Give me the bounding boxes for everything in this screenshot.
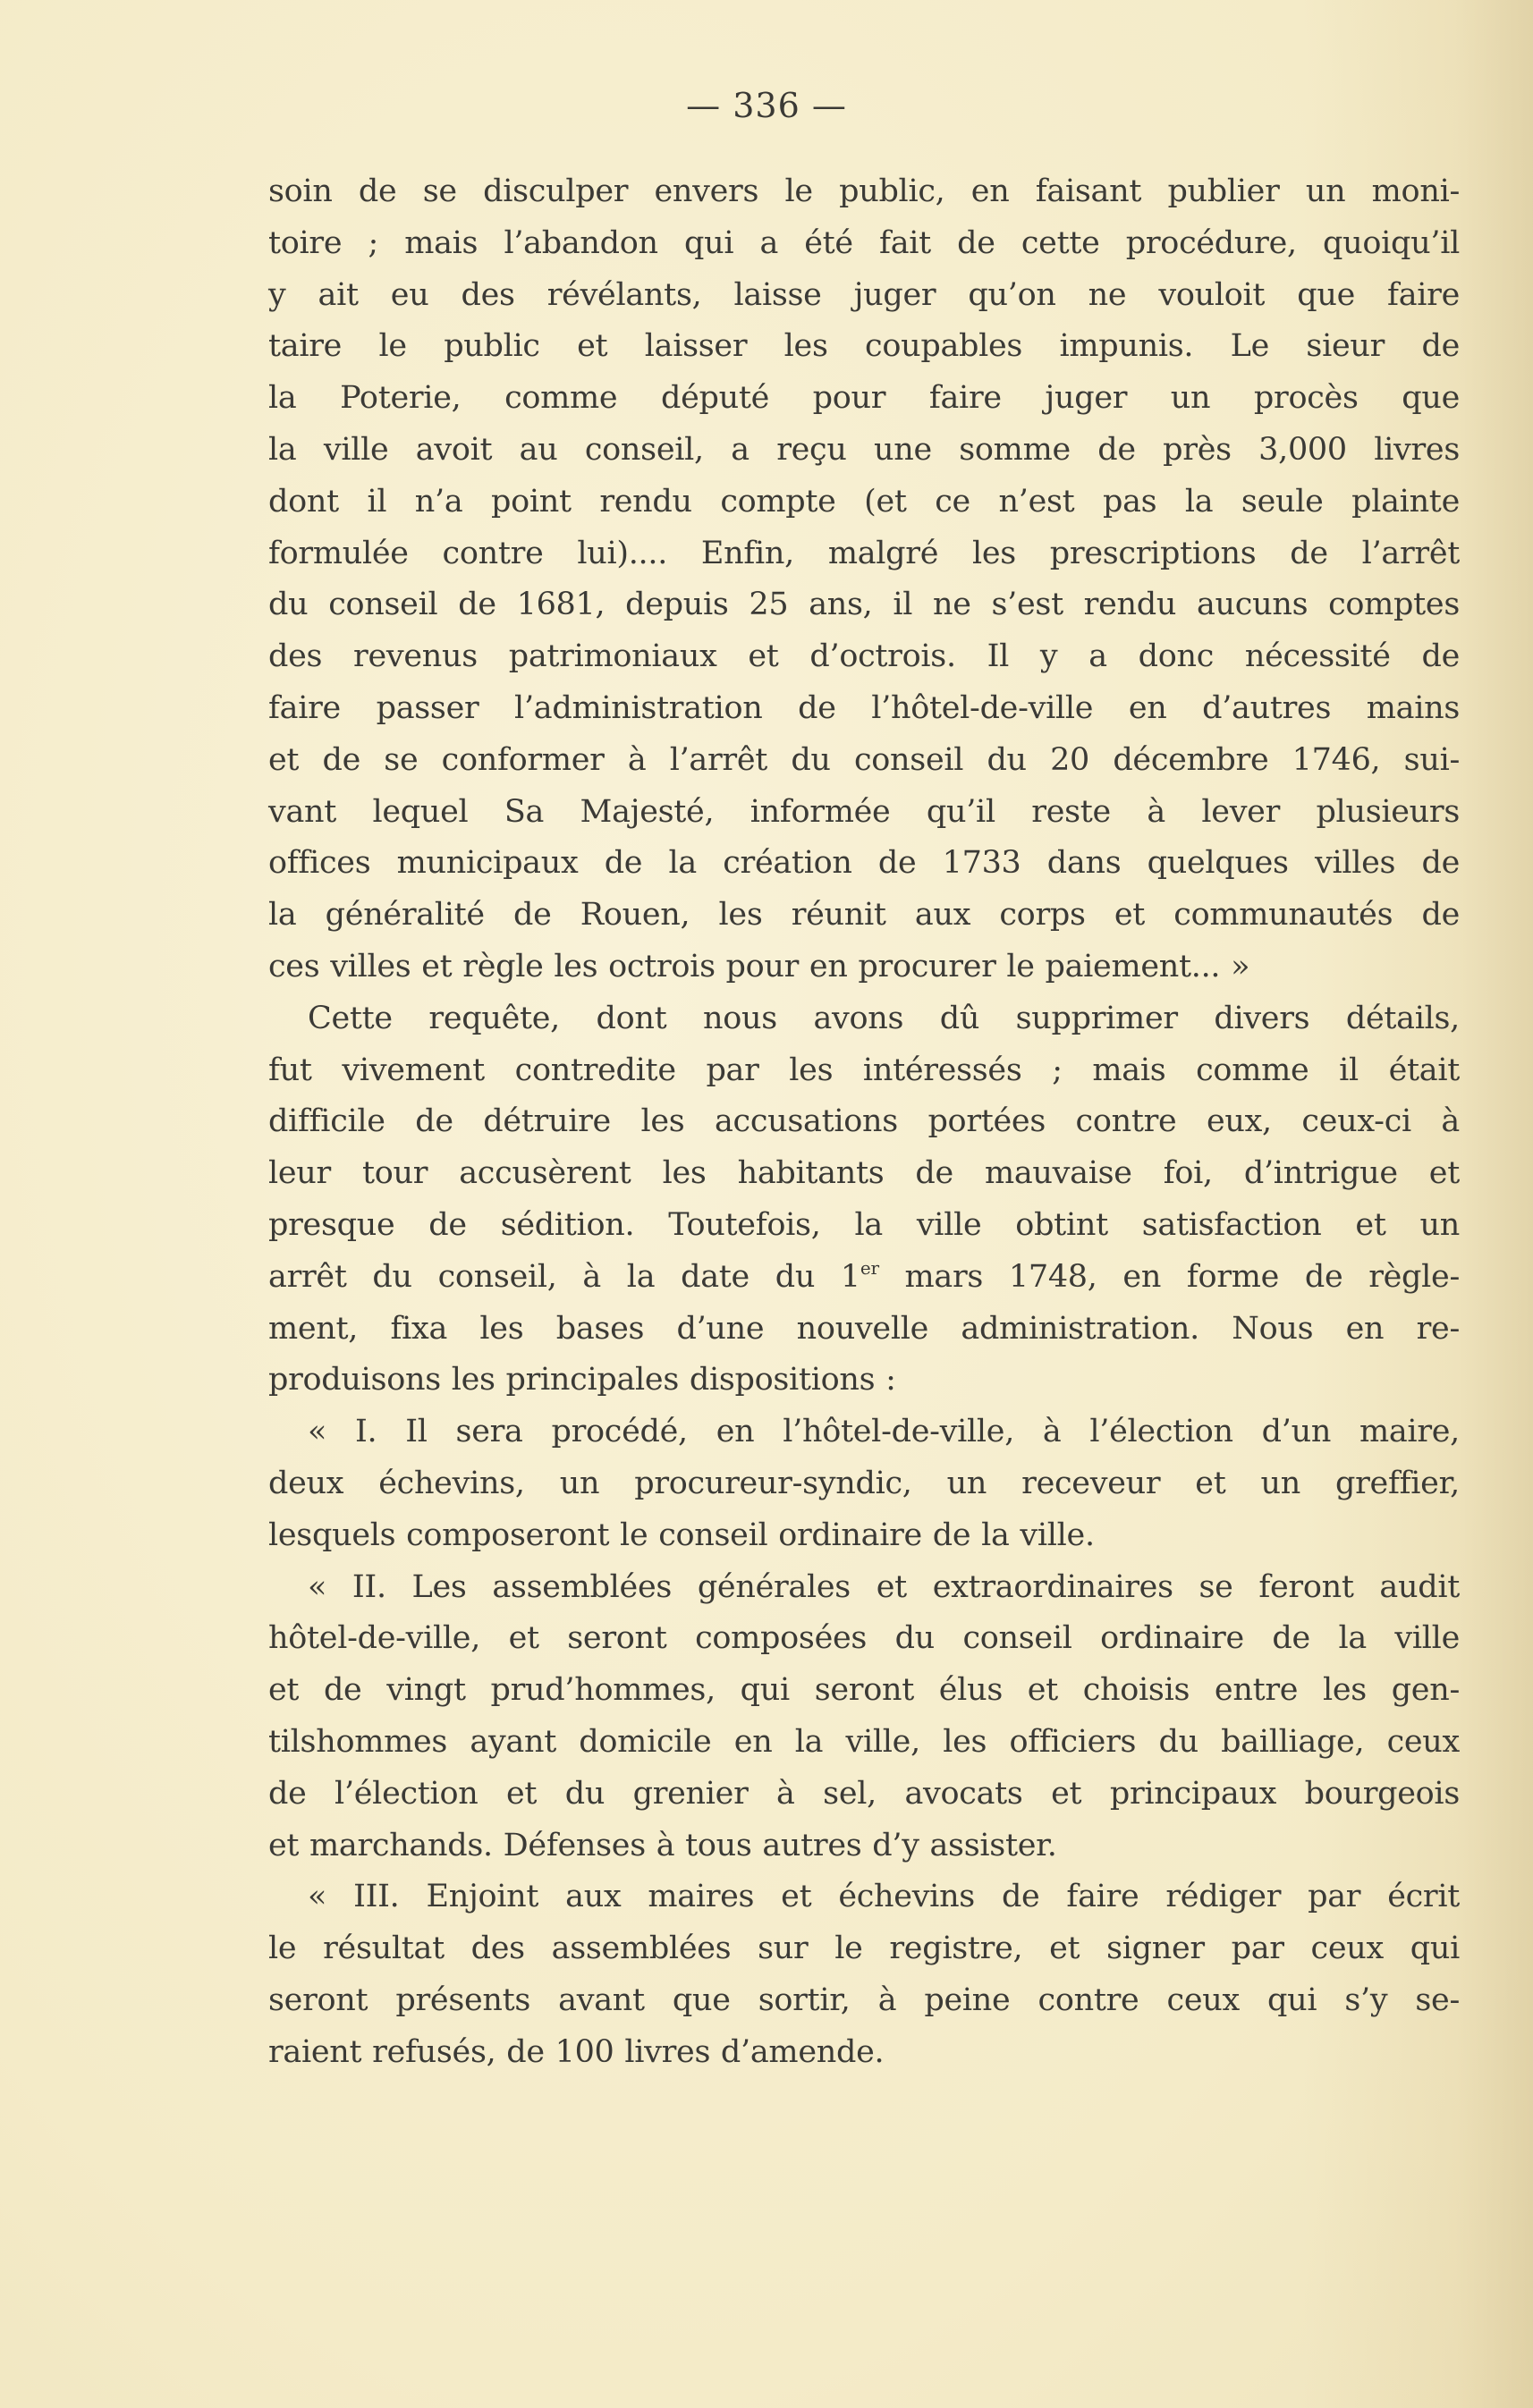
text-line: y ait eu des révélants, laisse juger qu’on ne vouloit que faire <box>268 276 1460 313</box>
text-line-with-superscript <box>268 1252 1460 1304</box>
text-line: du conseil de 1681, depuis 25 ans, il ne s’est rendu aucuns comptes <box>268 587 1460 623</box>
paragraph-end-line: lesquels composeront le conseil ordinaire de la ville. <box>268 1517 1095 1553</box>
text-fragment: arrêt du conseil, à la date du 1 <box>268 1258 860 1295</box>
body-text <box>268 166 1460 2078</box>
text-line: fut vivement contredite par les intéressés ; mais comme il était <box>268 1052 1460 1088</box>
paragraph-start-line: Cette requête, dont nous avons dû supprimer divers détails, <box>308 1000 1460 1036</box>
text-line: et de vingt prud’hommes, qui seront élus et choisis entre les gen- <box>268 1672 1460 1709</box>
text-line: ment, fixa les bases d’une nouvelle administration. Nous en re- <box>268 1310 1460 1347</box>
text-line: hôtel-de-ville, et seront composées du conseil ordinaire de la ville <box>268 1620 1460 1657</box>
text-line: le résultat des assemblées sur le registre, et signer par ceux qui <box>268 1931 1460 1967</box>
text-line: leur tour accusèrent les habitants de mauvaise foi, d’intrigue et <box>268 1155 1460 1192</box>
paragraph-end-line: produisons les principales dispositions : <box>268 1362 896 1398</box>
paragraph-end-line: ces villes et règle les octrois pour en procurer le paiement... » <box>268 948 1250 984</box>
text-line: dont il n’a point rendu compte (et ce n’est pas la seule plainte <box>268 483 1460 520</box>
text-line: la ville avoit au conseil, a reçu une somme de près 3,000 livres <box>268 431 1460 468</box>
text-line: offices municipaux de la création de 1733 dans quelques villes de <box>268 845 1460 882</box>
text-line: taire le public et laisser les coupables impunis. Le sieur de <box>268 328 1460 365</box>
text-line: des revenus patrimoniaux et d’octrois. Il y a donc nécessité de <box>268 638 1460 675</box>
text-line: vant lequel Sa Majesté, informée qu’il reste à lever plusieurs <box>268 793 1460 830</box>
text-line: deux échevins, un procureur-syndic, un receveur et un greffier, <box>268 1465 1460 1501</box>
paragraph-end-line: raient refusés, de 100 livres d’amende. <box>268 2033 885 2070</box>
paragraph-end-line: et marchands. Défenses à tous autres d’y assister. <box>268 1827 1057 1863</box>
text-line: presque de sédition. Toutefois, la ville obtint satisfaction et un <box>268 1206 1460 1243</box>
article-start-line: « I. Il sera procédé, en l’hôtel-de-ville, à l’élection d’un maire, <box>308 1414 1460 1450</box>
superscript: er <box>860 1256 879 1279</box>
article-start-line: « II. Les assemblées générales et extraordinaires se feront audit <box>308 1568 1460 1605</box>
text-line: la généralité de Rouen, les réunit aux corps et communautés de <box>268 897 1460 934</box>
text-line: la Poterie, comme député pour faire juger un procès que <box>268 380 1460 417</box>
text-line: difficile de détruire les accusations portées contre eux, ceux-ci à <box>268 1103 1460 1140</box>
text-line: toire ; mais l’abandon qui a été fait de cette procédure, quoiqu’il <box>268 224 1460 261</box>
text-line: de l’élection et du grenier à sel, avocats et principaux bourgeois <box>268 1775 1460 1812</box>
text-line: tilshommes ayant domicile en la ville, les officiers du bailliage, ceux <box>268 1723 1460 1760</box>
text-line: faire passer l’administration de l’hôtel-de-ville en d’autres mains <box>268 689 1460 726</box>
article-start-line: « III. Enjoint aux maires et échevins de faire rédiger par écrit <box>308 1879 1460 1915</box>
page-number: — 336 — <box>686 86 847 125</box>
text-line: et de se conformer à l’arrêt du conseil du 20 décembre 1746, sui- <box>268 741 1460 778</box>
text-fragment: mars 1748, en forme de règle- <box>878 1258 1460 1295</box>
text-line: formulée contre lui).... Enfin, malgré les prescriptions de l’arrêt <box>268 535 1460 571</box>
text-line: seront présents avant que sortir, à peine contre ceux qui s’y se- <box>268 1981 1460 2018</box>
text-line: soin de se disculper envers le public, en faisant publier un moni- <box>268 173 1460 209</box>
